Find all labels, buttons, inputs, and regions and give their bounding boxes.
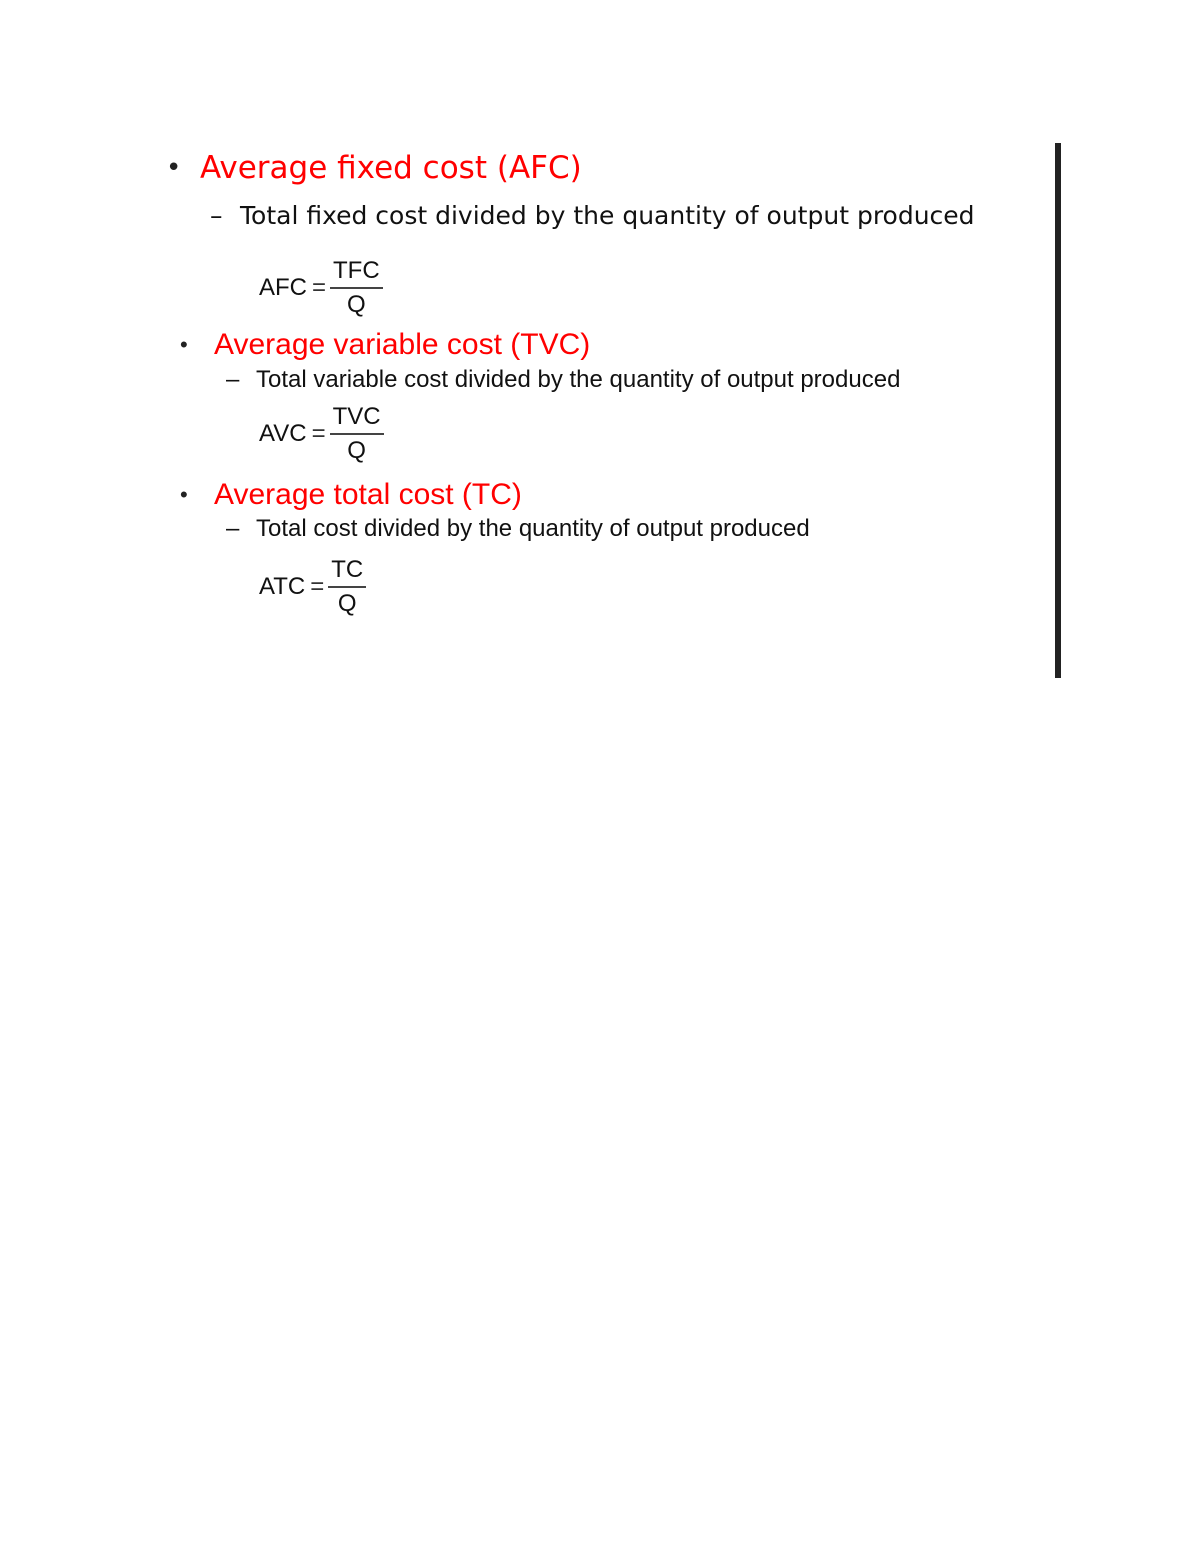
- section-heading-atc: Average total cost (TC): [214, 478, 522, 511]
- section-description-atc: Total cost divided by the quantity of output produced: [256, 515, 810, 542]
- formula-lhs-avc: AVC: [259, 420, 307, 447]
- formula-lhs-atc: ATC: [259, 573, 306, 600]
- fraction-numerator-atc: TC: [331, 556, 364, 583]
- section-heading-avc: Average variable cost (TVC): [214, 328, 591, 361]
- fraction-numerator-afc: TFC: [333, 257, 380, 284]
- dash-marker: –: [226, 366, 240, 393]
- bullet-marker: •: [166, 153, 182, 183]
- section-afc-description-row: [210, 201, 975, 230]
- dash-marker: –: [226, 515, 240, 542]
- section-heading-afc: Average fixed cost (AFC): [200, 150, 582, 186]
- equals-sign: =: [310, 573, 325, 600]
- section-description-avc: Total variable cost divided by the quantity of output produced: [256, 366, 901, 393]
- section-description-afc: Total fixed cost divided by the quantity of output produced: [240, 201, 975, 230]
- fraction-numerator-avc: TVC: [332, 403, 381, 430]
- bullet-marker: •: [180, 482, 188, 507]
- fraction-afc: [330, 259, 383, 317]
- fraction-avc: [330, 405, 384, 463]
- equals-sign: =: [311, 420, 326, 447]
- formula-afc: [259, 259, 383, 317]
- vertical-rule: [1055, 143, 1061, 678]
- section-atc-description-row: [226, 515, 810, 543]
- section-avc-description-row: [226, 366, 900, 394]
- equals-sign: =: [312, 274, 327, 301]
- bullet-marker: •: [180, 332, 188, 357]
- dash-marker: –: [210, 201, 223, 230]
- section-avc-heading-row: [180, 328, 590, 362]
- fraction-denominator-atc: Q: [337, 590, 357, 617]
- section-afc-heading-row: [166, 150, 582, 186]
- section-atc-heading-row: [180, 478, 522, 512]
- formula-avc: [259, 405, 384, 463]
- fraction-denominator-avc: Q: [347, 437, 366, 464]
- formula-lhs-afc: AFC: [259, 274, 307, 301]
- formula-atc: [259, 558, 366, 616]
- fraction-denominator-afc: Q: [347, 291, 366, 318]
- fraction-atc: [328, 558, 366, 616]
